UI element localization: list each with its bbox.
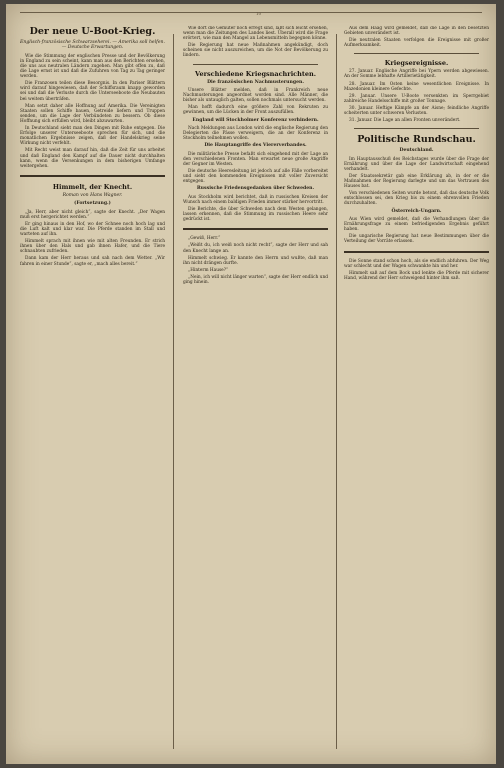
paragraph: Die Franzosen teilen diese Besorgnis. In den Pariser Blättern wird darauf hingewiesen, daß der Schiffsraum knapp geworden sei und daß die Verluste durch die Unterseeboote die Neubauten bei weitem überträfen.: [20, 81, 165, 102]
subhead-uboot: Englisch-französische Schwarzseherei. — Amerika soll helfen. — Deutsche Erwartungen.: [20, 40, 165, 51]
paragraph: „Hinterm Hause?“: [188, 267, 229, 273]
paragraph: Im Hauptausschuß des Reichstages wurde über die Frage der Ernährung und über die Lage der Landwirtschaft eingehend verhandelt.: [344, 156, 489, 172]
paragraph: Die militärische Presse befaßt sich eingehend mit der Lage an den verschiedenen Fronten. Man erwartet neue große Angriffe der Gegner im Westen.: [183, 151, 328, 167]
divider: [20, 175, 165, 177]
paragraph: Er ging hinaus in den Hof, wo der Schnee noch hoch lag und die Luft kalt und klar war. Die Pferde standen im Stall und warteten auf ihn.: [20, 221, 165, 238]
paragraph: In Deutschland sieht man den Dingen mit Ruhe entgegen. Die Erfolge unserer Unterseeboote sprechen für sich, und die monatlichen Ergebnisse zeigen, daß der Handelskrieg seine Wirkung nicht verfehlt.: [20, 126, 165, 147]
column-2: [183, 26, 328, 751]
paragraph: Die ungarische Regierung hat neue Bestimmungen über die Verteilung der Vorräte erlassen.: [344, 234, 489, 245]
paragraph: Die neutralen Staaten verfolgen die Ereignisse mit großer Aufmerksamkeit.: [344, 38, 489, 49]
article-uboot: [20, 54, 165, 169]
paragraph: Man hofft dadurch eine größere Zahl von Rekruten zu gewinnen, um die Lücken in der Front auszufüllen.: [183, 105, 328, 116]
section-title: England will Stockholmer Konferenz verhindern.: [192, 117, 319, 123]
headline-kriegsnachrichten: Verschiedene Kriegsnachrichten.: [195, 69, 316, 78]
paragraph: Die Sonne stand schon hoch, als sie endlich abfuhren. Der Weg war schlecht und der Wagen schwankte hin und her.: [344, 258, 489, 269]
novel-note: (Fortsetzung.): [74, 201, 111, 207]
paragraph: Nach Meldungen aus London wird die englische Regierung den Delegierten die Pässe verweigern, die an der Konferenz in Stockholm teilnehmen wollen.: [183, 126, 328, 142]
paragraph: „Gewiß, Herr.“: [188, 236, 221, 242]
paragraph: Man setzt daher alle Hoffnung auf Amerika. Die Vereinigten Staaten sollen Schiffe bauen, Getreide liefern und Truppen senden, um die Lage der Verbündeten zu bessern. Ob diese Hoffnung sich erfüllen wird, bleibt abzuwarten.: [20, 103, 165, 124]
paragraph: Wie dort die Gemüter noch erregt sind, läßt sich leicht ersehen, wenn man die Zeitungen des Landes liest. Überall wird die Frage erörtert, wie man den Mangel an Lebensmitteln begegnen könne.: [183, 26, 328, 42]
divider: [193, 64, 318, 65]
section-title: Russische Friedensgedanken über Schweden.: [196, 186, 315, 192]
paragraph: Himmelt schwieg. Er kannte den Herrn und wußte, daß man ihn nicht drängen durfte.: [183, 255, 328, 266]
section-title: Die französischen Nachmusterungen.: [207, 79, 304, 85]
paragraph: Unsere Blätter melden, daß in Frankreich neue Nachmusterungen angeordnet worden sind. Alle Männer, die bisher als untauglich galten, sollen nochmals untersucht werden.: [183, 88, 328, 104]
paragraph: Himmelt saß auf dem Bock und lenkte die Pferde mit sicherer Hand, während der Herr schweigend hinter ihm saß.: [344, 270, 489, 281]
chronicle-entry: 30. Januar. Heftige Kämpfe an der Aisne; feindliche Angriffe scheiterten unter schweren Verlusten.: [344, 105, 489, 117]
paragraph: Die deutsche Heeresleitung ist jedoch auf alle Fälle vorbereitet und sieht den kommenden Ereignissen mit voller Zuversicht entgegen.: [183, 169, 328, 185]
column-1: [20, 26, 165, 751]
section-title: Österreich-Ungarn.: [391, 208, 442, 214]
paragraph: „Nein, ich will nicht länger warten“, sagte der Herr endlich und ging hinein.: [183, 274, 328, 285]
column-rule: [173, 34, 174, 749]
paragraph: Himmelt sprach mit ihnen wie mit alten Freunden. Er strich ihnen über den Hals und gab ihnen Hafer, und die Tiere schnaubten zufrieden.: [20, 239, 165, 255]
divider: [354, 128, 479, 129]
paragraph: Von verschiedenen Seiten wurde betont, daß das deutsche Volk entschlossen sei, den Krieg bis zu einem ehrenvollen Frieden durchzuhalten.: [344, 191, 489, 207]
top-rule: [20, 12, 482, 17]
chronicle-entry: 28. Januar. Im Osten keine wesentlichen Ereignisse. In Mazedonien kleinere Gefechte.: [344, 81, 489, 92]
column-3: [344, 26, 489, 751]
paragraph: Aus Wien wird gemeldet, daß die Verhandlungen über die Ernährungsfrage zu einem befriedigenden Ergebnis geführt haben.: [344, 217, 489, 233]
chronicle-entry: 29. Januar. Unsere U-Boote versenkten im Sperrgebiet zahlreiche Handelsschiffe mit großer Tonnage.: [344, 93, 489, 104]
divider: [344, 251, 489, 253]
paragraph: „Weißt du, ich weiß noch nicht recht“, sagte der Herr und sah den Knecht lange an.: [183, 243, 328, 254]
paragraph: Aus Stockholm wird berichtet, daß in russischen Kreisen der Wunsch nach einem baldigen Frieden immer stärker hervortritt.: [183, 194, 328, 205]
paragraph: Aus dem Haag wird gemeldet, daß die Lage in den besetzten Gebieten unverändert ist.: [344, 26, 489, 37]
chronicle-entry: 31. Januar. Die Lage an allen Fronten unverändert.: [349, 118, 461, 124]
paragraph: Die Regierung hat neue Maßnahmen angekündigt, doch scheinen sie nicht auszureichen, um die Not der Bevölkerung zu lindern.: [183, 43, 328, 59]
section-title: Deutschland.: [399, 148, 434, 154]
headline-rundschau: Politische Rundschau.: [357, 134, 476, 146]
page-number: 10: [256, 11, 262, 16]
paragraph: Dann kam der Herr heraus und sah nach dem Wetter. „Wir fahren in einer Stunde“, sagte er, „mach alles bereit.“: [20, 256, 165, 267]
paragraph: Mit Recht weist man darauf hin, daß die Zeit für uns arbeitet und daß England den Kampf auf die Dauer nicht durchhalten kann, wenn die Versenkungen in dem bisherigen Umfange weitergehen.: [20, 148, 165, 169]
newspaper-page: [6, 4, 496, 764]
paragraph: Die Berichte, die über Schweden nach dem Westen gelangen, lassen erkennen, daß die Stimmung im russischen Heere sehr gedrückt ist.: [183, 207, 328, 223]
column-rule: [336, 34, 337, 749]
section-title: Die Hauptangriffe des Viererverbandes.: [204, 143, 307, 149]
chronicle-entry: 27. Januar. Englische Angriffe bei Ypern werden abgewiesen. An der Somme lebhafte Artillerietätigkeit.: [344, 69, 489, 80]
novel-byline: Roman von Hans Wagner.: [62, 192, 123, 198]
divider: [354, 53, 479, 54]
paragraph: Der Staatssekretär gab eine Erklärung ab, in der er die Maßnahmen der Regierung darlegte und um das Vertrauen des Hauses bat.: [344, 174, 489, 190]
paragraph: „Ja, Herr, aber nicht gleich“, sagte der Knecht. „Der Wagen muß erst hergerichtet werden.“: [20, 209, 165, 220]
novel-title: Himmelt, der Knecht.: [52, 182, 133, 191]
paragraph: Wie die Stimmung der englischen Presse und der Bevölkerung in England zu sein scheint, kann man aus den Berichten ersehen, die uns aus neutralen Ländern zugehen. Man gibt offen zu, daß die Lage ernst ist und daß die Zufuhren von Tag zu Tag geringer werden.: [20, 53, 165, 80]
headline-kriegsereignisse: Kriegsereignisse.: [384, 59, 449, 68]
divider: [183, 228, 328, 230]
headline-uboot: Der neue U-Boot-Krieg.: [29, 26, 156, 37]
